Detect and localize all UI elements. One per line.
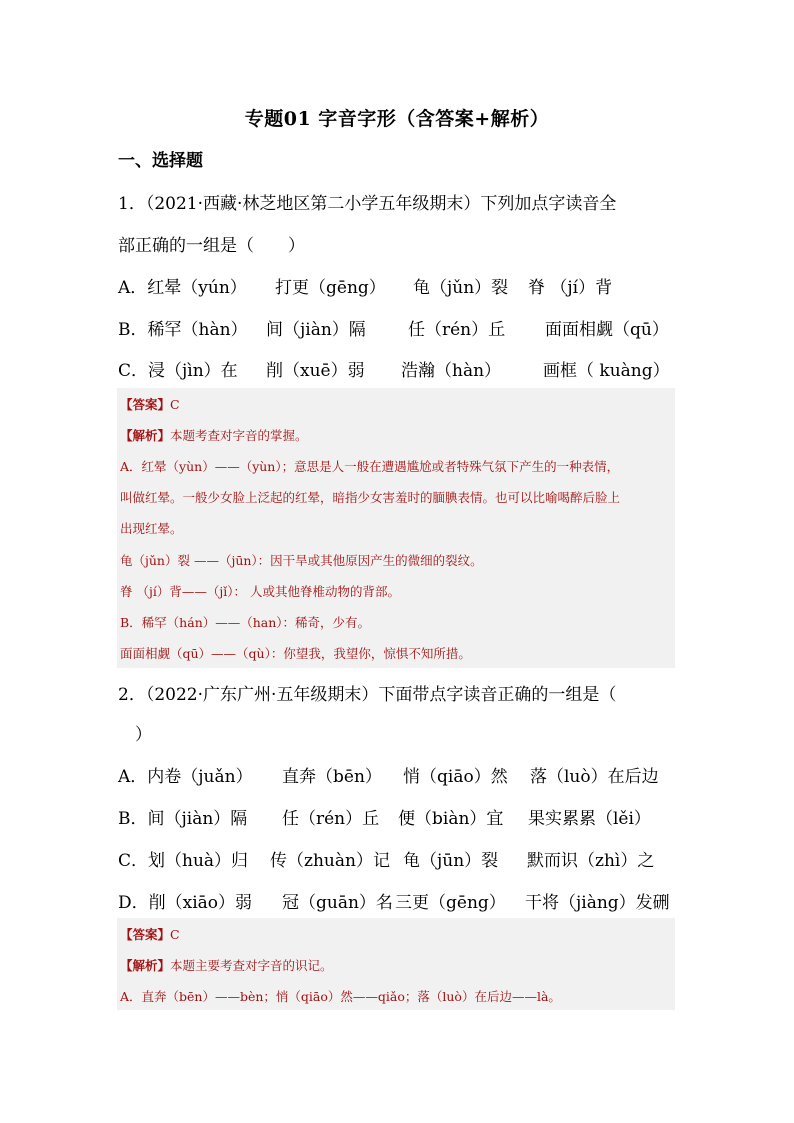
option-item: 便（biàn）宜	[398, 809, 504, 829]
q2-option-a	[118, 762, 659, 787]
option-item: 画框（ kuàng）	[543, 361, 670, 381]
analysis-text: 面面相觑（qū）——（qù）：你望我，我望你，惊惧不知所措。	[120, 646, 471, 661]
option-item: C．浸（jìn）在	[118, 361, 238, 381]
q1-stem-line-2: 部正确的一组是（ ）	[118, 236, 305, 256]
option-item: 冠（guān）名	[282, 893, 393, 913]
answer-value: C	[170, 927, 180, 942]
q2-option-d	[118, 888, 670, 913]
option-item: D．削（xiāo）弱	[118, 893, 253, 913]
option-item: A．红晕（yún）	[118, 278, 247, 298]
answer-line	[120, 925, 180, 943]
analysis-text: A．直奔（bēn）——bèn；悄（qiāo）然——qiǎo；落（luò）在后边——là。	[120, 989, 561, 1004]
analysis-text: A．红晕（yùn）——（yùn）；意思是人一般在遭遇尴尬或者特殊气氛下产生的一种表情，	[120, 459, 620, 474]
analysis-text: 叫做红晕。一般少女脸上泛起的红晕，暗指少女害羞时的腼腆表情。也可以比喻喝醉后脸上	[120, 490, 621, 505]
option-item: 直奔（bēn）	[282, 767, 382, 787]
analysis-text: 龟（jǔn）裂 ——（jūn）：因干旱或其他原因产生的微细的裂纹。	[120, 553, 483, 568]
q2-option-c	[118, 846, 654, 871]
option-item: 龟（jūn）裂	[403, 851, 499, 871]
analysis-text: 出现红晕。	[120, 521, 183, 536]
option-item: 面面相觑（qū）	[545, 320, 669, 340]
q1-stem-line-1: 1．（2021·西藏·林芝地区第二小学五年级期末）下列加点字读音全	[118, 194, 617, 214]
analysis-tag: 【解析】	[120, 428, 171, 443]
analysis-line	[120, 956, 333, 974]
q2-option-b	[118, 804, 651, 829]
q2-stem-line-1: 2．（2022·广东广州·五年级期末）下面带点字读音正确的一组是（	[118, 685, 617, 705]
option-item: 默而识（zhì）之	[527, 851, 655, 871]
option-item: 打更（gēng）	[275, 278, 386, 298]
q2-stem-line-2: ）	[118, 725, 152, 745]
analysis-line	[120, 426, 308, 444]
analysis-text: 脊 （jí）背——（jǐ）： 人或其他脊椎动物的背部。	[120, 584, 400, 599]
q2-answer-box	[117, 918, 675, 1010]
option-item: 落（luò）在后边	[530, 767, 659, 787]
page-title: 专题01 字音字形（含答案+解析）	[244, 108, 550, 130]
analysis-tag: 【解析】	[120, 958, 171, 973]
option-item: 间（jiàn）隔	[266, 320, 366, 340]
q1-option-b	[118, 315, 669, 340]
option-item: B．间（jiàn）隔	[118, 809, 248, 829]
option-item: 任（rén）丘	[408, 320, 506, 340]
option-item: A．内卷（juǎn）	[118, 767, 253, 787]
option-item: C．划（huà）归	[118, 851, 249, 871]
section-heading: 一、选择题	[118, 151, 203, 171]
option-item: B．稀罕（hàn）	[118, 320, 248, 340]
q1-option-a	[118, 273, 612, 298]
analysis-text: 本题主要考查对字音的识记。	[170, 958, 333, 973]
option-item: 浩瀚（hàn）	[401, 361, 502, 381]
option-item: 三更（gēng）	[395, 893, 506, 913]
analysis-text: B．稀罕（hán）——（han）：稀奇，少有。	[120, 615, 371, 630]
option-item: 悄（qiāo）然	[403, 767, 508, 787]
answer-tag: 【答案】	[120, 927, 171, 942]
q1-option-c	[118, 356, 670, 381]
option-item: 果实累累（lěi）	[528, 809, 651, 829]
answer-value: C	[170, 397, 180, 412]
q1-answer-box	[117, 388, 675, 668]
option-item: 脊 （jí）背	[528, 278, 613, 298]
analysis-text: 本题考查对字音的掌握。	[170, 428, 308, 443]
option-item: 干将（jiàng）发硎	[525, 893, 670, 913]
option-item: 削（xuē）弱	[266, 361, 365, 381]
option-item: 传（zhuàn）记	[270, 851, 390, 871]
answer-tag: 【答案】	[120, 397, 171, 412]
option-item: 任（rén）丘	[282, 809, 380, 829]
answer-line	[120, 395, 180, 413]
option-item: 龟（jǔn）裂	[413, 278, 509, 298]
